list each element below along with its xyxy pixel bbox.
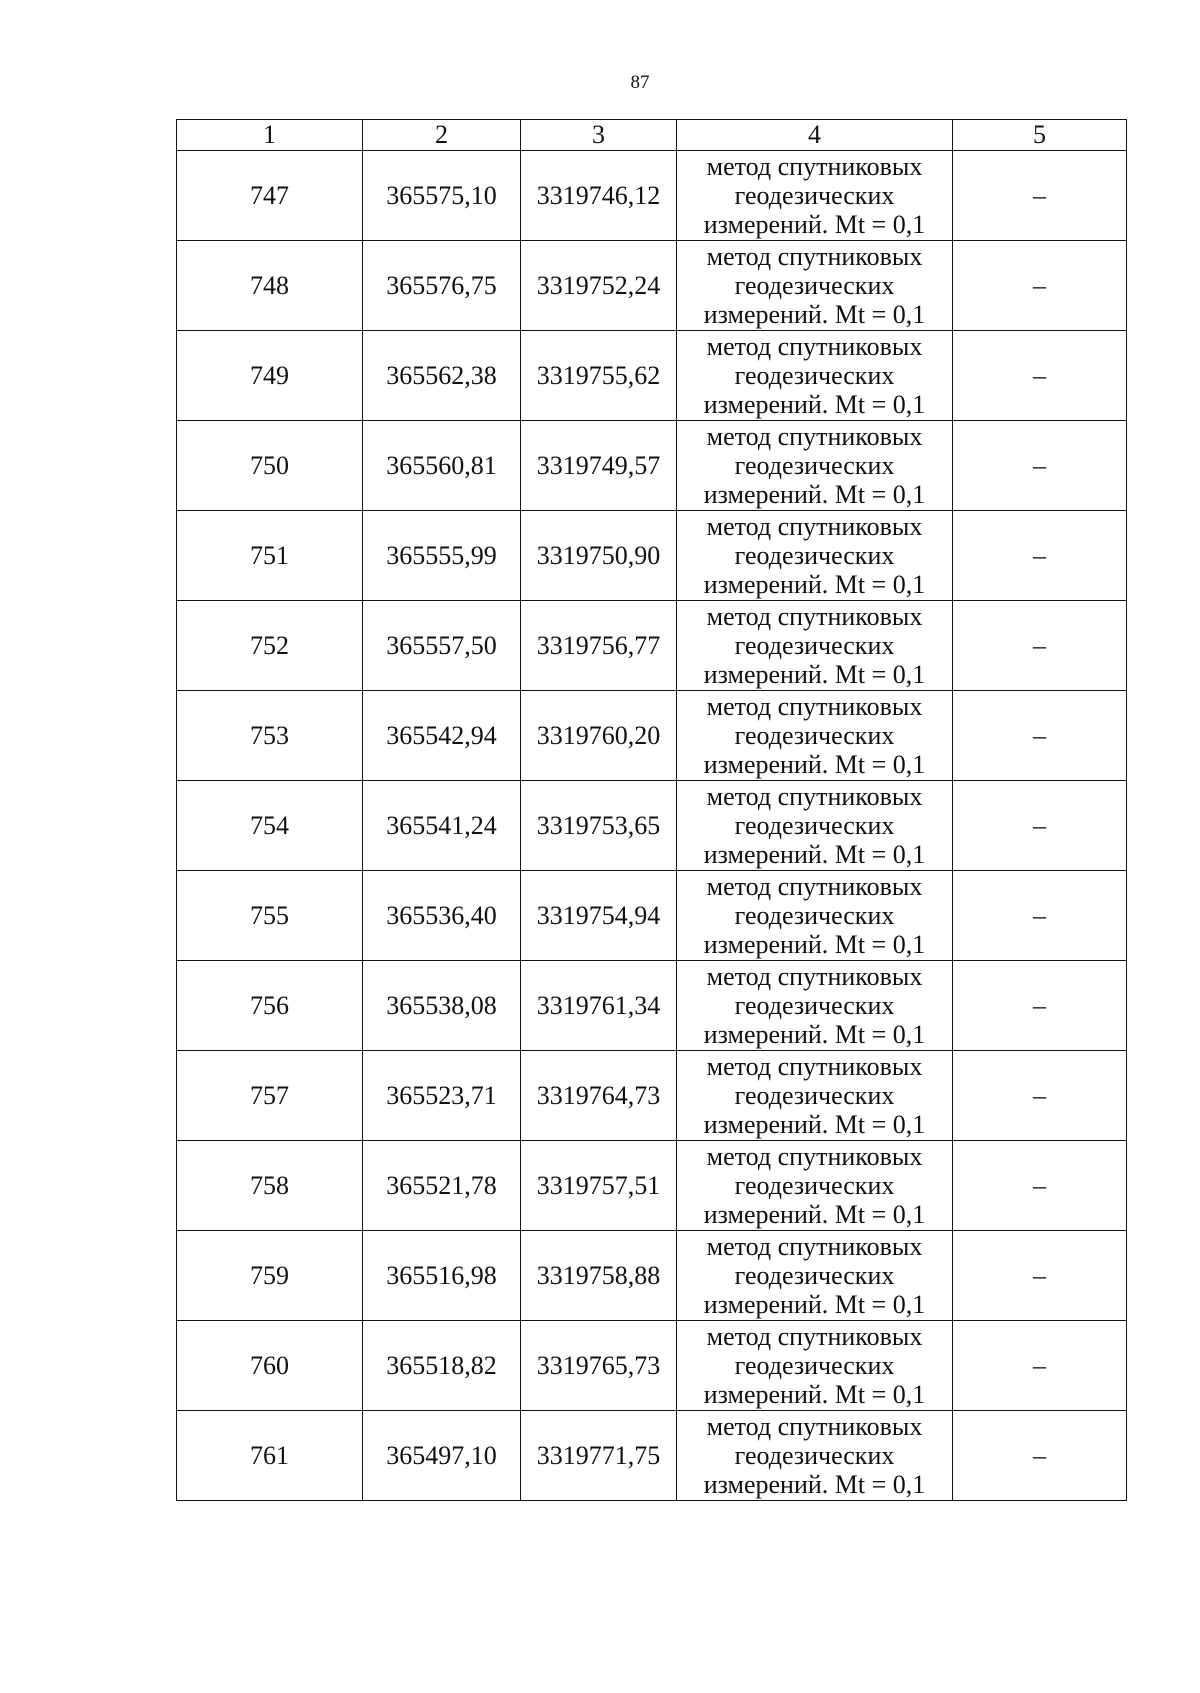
method-line: измерений. Mt = 0,1 <box>703 300 926 329</box>
x-coordinate-cell: 365557,50 <box>363 601 521 691</box>
method-cell <box>677 1411 953 1501</box>
method-line: геодезических <box>734 361 895 390</box>
method-line: геодезических <box>734 1171 895 1200</box>
method-line: метод спутниковых <box>706 1232 923 1261</box>
y-coordinate-cell: 3319771,75 <box>521 1411 677 1501</box>
y-coordinate-cell: 3319746,12 <box>521 151 677 241</box>
y-coordinate-cell: 3319761,34 <box>521 961 677 1051</box>
table-row <box>177 1141 1127 1231</box>
note-cell: – <box>953 691 1127 781</box>
method-line: метод спутниковых <box>706 872 923 901</box>
x-coordinate-cell: 365497,10 <box>363 1411 521 1501</box>
method-line: измерений. Mt = 0,1 <box>703 1200 926 1229</box>
method-line: геодезических <box>734 181 895 210</box>
method-line: метод спутниковых <box>706 152 923 181</box>
note-cell: – <box>953 781 1127 871</box>
y-coordinate-cell: 3319750,90 <box>521 511 677 601</box>
x-coordinate-cell: 365523,71 <box>363 1051 521 1141</box>
method-line: измерений. Mt = 0,1 <box>703 570 926 599</box>
table-row <box>177 961 1127 1051</box>
y-coordinate-cell: 3319758,88 <box>521 1231 677 1321</box>
table-body <box>177 120 1127 1501</box>
x-coordinate-cell: 365542,94 <box>363 691 521 781</box>
method-line: геодезических <box>734 1441 895 1470</box>
point-number-cell: 752 <box>177 601 363 691</box>
method-line: измерений. Mt = 0,1 <box>703 840 926 869</box>
method-cell <box>677 151 953 241</box>
method-line: геодезических <box>734 271 895 300</box>
y-coordinate-cell: 3319756,77 <box>521 601 677 691</box>
method-line: метод спутниковых <box>706 962 923 991</box>
method-line: метод спутниковых <box>706 1322 923 1351</box>
method-line: измерений. Mt = 0,1 <box>703 480 926 509</box>
method-line: измерений. Mt = 0,1 <box>703 1110 926 1139</box>
method-line: геодезических <box>734 1351 895 1380</box>
note-cell: – <box>953 1321 1127 1411</box>
y-coordinate-cell: 3319753,65 <box>521 781 677 871</box>
y-coordinate-cell: 3319755,62 <box>521 331 677 421</box>
method-cell <box>677 601 953 691</box>
method-line: геодезических <box>734 631 895 660</box>
x-coordinate-cell: 365516,98 <box>363 1231 521 1321</box>
table-row <box>177 691 1127 781</box>
table-header-row <box>177 120 1127 151</box>
x-coordinate-cell: 365541,24 <box>363 781 521 871</box>
method-line: геодезических <box>734 1081 895 1110</box>
y-coordinate-cell: 3319760,20 <box>521 691 677 781</box>
y-coordinate-cell: 3319757,51 <box>521 1141 677 1231</box>
method-line: геодезических <box>734 811 895 840</box>
table-row <box>177 1321 1127 1411</box>
table-row <box>177 601 1127 691</box>
table-row <box>177 781 1127 871</box>
y-coordinate-cell: 3319752,24 <box>521 241 677 331</box>
point-number-cell: 758 <box>177 1141 363 1231</box>
note-cell: – <box>953 151 1127 241</box>
note-cell: – <box>953 601 1127 691</box>
x-coordinate-cell: 365521,78 <box>363 1141 521 1231</box>
point-number-cell: 754 <box>177 781 363 871</box>
method-cell <box>677 781 953 871</box>
coordinates-table <box>176 119 1127 1501</box>
note-cell: – <box>953 1051 1127 1141</box>
method-line: измерений. Mt = 0,1 <box>703 210 926 239</box>
point-number-cell: 756 <box>177 961 363 1051</box>
header-cell-1: 1 <box>177 120 363 151</box>
method-line: геодезических <box>734 451 895 480</box>
table-row <box>177 241 1127 331</box>
table-row <box>177 871 1127 961</box>
note-cell: – <box>953 1141 1127 1231</box>
x-coordinate-cell: 365562,38 <box>363 331 521 421</box>
x-coordinate-cell: 365576,75 <box>363 241 521 331</box>
y-coordinate-cell: 3319754,94 <box>521 871 677 961</box>
note-cell: – <box>953 331 1127 421</box>
x-coordinate-cell: 365575,10 <box>363 151 521 241</box>
page-number: 87 <box>630 72 650 93</box>
point-number-cell: 748 <box>177 241 363 331</box>
table-row <box>177 421 1127 511</box>
method-line: измерений. Mt = 0,1 <box>703 750 926 779</box>
method-line: геодезических <box>734 1261 895 1290</box>
note-cell: – <box>953 511 1127 601</box>
x-coordinate-cell: 365518,82 <box>363 1321 521 1411</box>
x-coordinate-cell: 365555,99 <box>363 511 521 601</box>
method-line: метод спутниковых <box>706 1052 923 1081</box>
method-line: метод спутниковых <box>706 602 923 631</box>
point-number-cell: 749 <box>177 331 363 421</box>
x-coordinate-cell: 365538,08 <box>363 961 521 1051</box>
point-number-cell: 761 <box>177 1411 363 1501</box>
method-cell <box>677 241 953 331</box>
method-cell <box>677 421 953 511</box>
point-number-cell: 750 <box>177 421 363 511</box>
point-number-cell: 751 <box>177 511 363 601</box>
header-cell-2: 2 <box>363 120 521 151</box>
method-line: геодезических <box>734 721 895 750</box>
method-line: метод спутниковых <box>706 1412 923 1441</box>
y-coordinate-cell: 3319765,73 <box>521 1321 677 1411</box>
note-cell: – <box>953 1411 1127 1501</box>
method-line: метод спутниковых <box>706 242 923 271</box>
point-number-cell: 755 <box>177 871 363 961</box>
method-cell <box>677 691 953 781</box>
method-cell <box>677 1231 953 1321</box>
method-line: метод спутниковых <box>706 692 923 721</box>
method-cell <box>677 331 953 421</box>
y-coordinate-cell: 3319749,57 <box>521 421 677 511</box>
method-cell <box>677 1321 953 1411</box>
method-line: геодезических <box>734 541 895 570</box>
point-number-cell: 759 <box>177 1231 363 1321</box>
point-number-cell: 760 <box>177 1321 363 1411</box>
note-cell: – <box>953 1231 1127 1321</box>
method-line: измерений. Mt = 0,1 <box>703 660 926 689</box>
point-number-cell: 757 <box>177 1051 363 1141</box>
method-line: геодезических <box>734 991 895 1020</box>
method-cell <box>677 871 953 961</box>
table-row <box>177 331 1127 421</box>
x-coordinate-cell: 365536,40 <box>363 871 521 961</box>
method-line: метод спутниковых <box>706 422 923 451</box>
table-row <box>177 151 1127 241</box>
method-line: метод спутниковых <box>706 332 923 361</box>
point-number-cell: 747 <box>177 151 363 241</box>
method-line: измерений. Mt = 0,1 <box>703 390 926 419</box>
point-number-cell: 753 <box>177 691 363 781</box>
table-row <box>177 1411 1127 1501</box>
method-cell <box>677 1141 953 1231</box>
method-line: метод спутниковых <box>706 1142 923 1171</box>
method-line: измерений. Mt = 0,1 <box>703 930 926 959</box>
note-cell: – <box>953 961 1127 1051</box>
note-cell: – <box>953 241 1127 331</box>
x-coordinate-cell: 365560,81 <box>363 421 521 511</box>
method-line: измерений. Mt = 0,1 <box>703 1020 926 1049</box>
method-line: метод спутниковых <box>706 782 923 811</box>
method-line: геодезических <box>734 901 895 930</box>
header-cell-4: 4 <box>677 120 953 151</box>
method-cell <box>677 1051 953 1141</box>
method-line: измерений. Mt = 0,1 <box>703 1470 926 1499</box>
table-row <box>177 511 1127 601</box>
note-cell: – <box>953 421 1127 511</box>
header-cell-3: 3 <box>521 120 677 151</box>
method-line: метод спутниковых <box>706 512 923 541</box>
method-cell <box>677 961 953 1051</box>
method-line: измерений. Mt = 0,1 <box>703 1290 926 1319</box>
header-cell-5: 5 <box>953 120 1127 151</box>
y-coordinate-cell: 3319764,73 <box>521 1051 677 1141</box>
method-cell <box>677 511 953 601</box>
table-row <box>177 1231 1127 1321</box>
method-line: измерений. Mt = 0,1 <box>703 1380 926 1409</box>
table-row <box>177 1051 1127 1141</box>
note-cell: – <box>953 871 1127 961</box>
